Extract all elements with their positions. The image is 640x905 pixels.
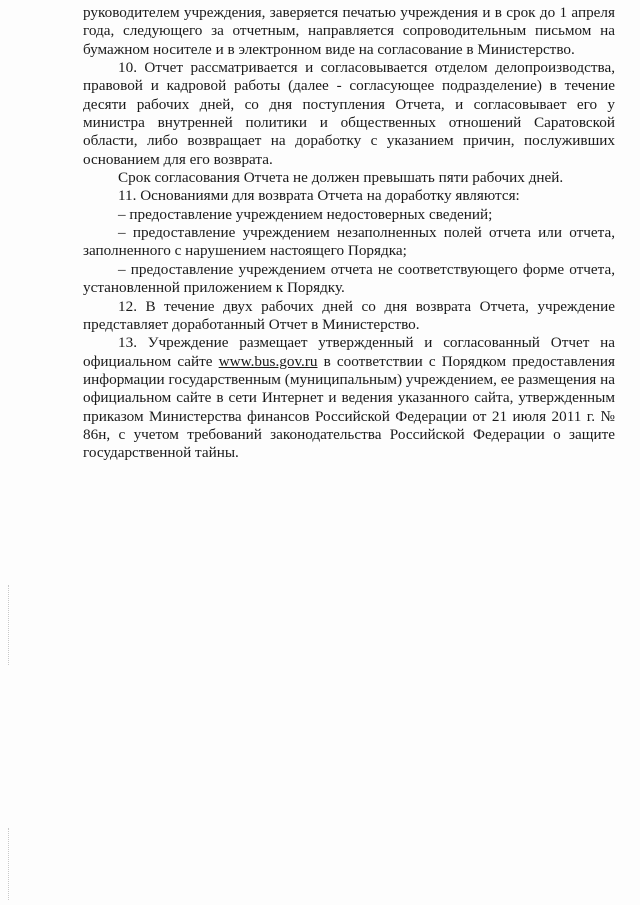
paragraph-10: 10. Отчет рассматривается и согласовывается отделом делопроизводства, правовой и кадровой работы (далее - согласующее подразделение) в течение десяти рабочих дней, со дня поступления Отчета, и согласовывает его у министра внутренней политики и общественных отношений Саратовской области, либо возвращает на доработку с указанием причин, послуживших основанием для его возврата. bbox=[83, 59, 615, 168]
paragraph-13-start: 13. Учреждение размещает утвержденный и согласованный Отчет на официальном сайте bbox=[83, 334, 615, 370]
paragraph-13 bbox=[83, 334, 615, 462]
paragraph-11: 11. Основаниями для возврата Отчета на доработку являются: bbox=[118, 187, 520, 205]
paragraph-12: 12. В течение двух рабочих дней со дня возврата Отчета, учреждение представляет доработанный Отчет в Министерство. bbox=[83, 297, 615, 333]
paragraph-approval-term: Срок согласования Отчета не должен превышать пяти рабочих дней. bbox=[118, 169, 564, 187]
list-item-wrong-form: – предоставление учреждением отчета не соответствующего форме отчета, установленной приложением к Порядку. bbox=[83, 260, 615, 297]
scan-edge-mark-lower bbox=[8, 828, 10, 900]
paragraph-continued: руководителем учреждения, заверяется печатью учреждения и в срок до 1 апреля года, следующего за отчетным, направляется сопроводительным письмом на бумажном носителе и в электронном виде на согласование в Министерство. bbox=[83, 4, 615, 58]
paragraph-13-end: в соответствии с Порядком предоставления информации государственным (муниципальным) учреждением, ее размещения на официальном сайте в сети Интернет и ведения указанного сайта, утвержденным приказом Министерства финансов Российской Федерации от 21 июля 2011 г. № 86н, с учетом требований законодательства Российской Федерации о защите государственной тайны. bbox=[83, 352, 615, 462]
scan-edge-mark-upper bbox=[8, 585, 10, 665]
website-link[interactable]: www.bus.gov.ru bbox=[218, 352, 318, 370]
list-item-unreliable-data: – предоставление учреждением недостоверных сведений; bbox=[118, 205, 493, 223]
document-body bbox=[83, 4, 615, 463]
list-item-empty-fields: – предоставление учреждением незаполненных полей отчета или отчета, заполненного с нарушением настоящего Порядка; bbox=[83, 224, 615, 260]
